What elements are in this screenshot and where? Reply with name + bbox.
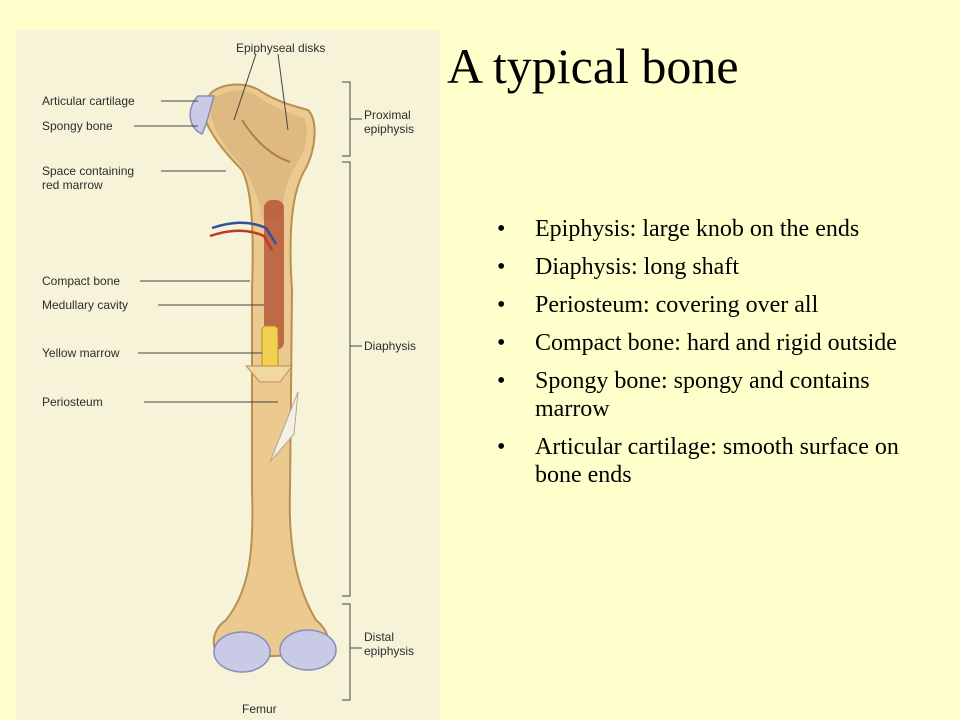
distal-cartilage-right <box>280 630 336 670</box>
distal-cartilage-left <box>214 632 270 672</box>
bullet-dot: • <box>497 292 506 318</box>
label-medullary-cavity: Medullary cavity <box>42 298 129 312</box>
bullet-text: Periosteum: covering over all <box>535 292 819 318</box>
bullet-dot: • <box>497 368 506 394</box>
bullet-item <box>497 253 917 281</box>
label-yellow-marrow: Yellow marrow <box>42 346 120 360</box>
bullet-text: Diaphysis: long shaft <box>535 254 739 280</box>
label-epiphyseal-disks: Epiphyseal disks <box>236 41 326 55</box>
label-spongy-bone: Spongy bone <box>42 119 113 133</box>
bullet-dot: • <box>497 216 506 242</box>
bullet-text: Articular cartilage: smooth surface on bone ends <box>535 434 899 488</box>
bullet-list <box>497 215 917 499</box>
bullet-dot: • <box>497 434 506 460</box>
label-diaphysis: Diaphysis <box>364 339 417 353</box>
bullet-item <box>497 433 917 489</box>
label-distal-epiphysis: Distal epiphysis <box>364 630 415 658</box>
slide-title: A typical bone <box>447 38 739 94</box>
bullet-item <box>497 291 917 319</box>
bullet-item <box>497 329 917 357</box>
bullet-text: Compact bone: hard and rigid outside <box>535 330 897 356</box>
femur-diagram <box>16 30 440 720</box>
yellow-marrow <box>262 326 278 370</box>
bullet-text: Spongy bone: spongy and contains marrow <box>535 368 870 422</box>
label-periosteum: Periosteum <box>42 395 103 409</box>
bullet-item <box>497 367 917 423</box>
bullet-dot: • <box>497 330 506 356</box>
label-articular-cartilage: Articular cartilage <box>42 94 135 108</box>
bullet-text: Epiphysis: large knob on the ends <box>535 216 860 242</box>
bullet-item <box>497 215 917 243</box>
label-proximal-epiphysis: Proximal epiphysis <box>364 108 415 136</box>
label-compact-bone: Compact bone <box>42 274 121 288</box>
bullet-dot: • <box>497 254 506 280</box>
label-space-red-marrow: Space containing red marrow <box>42 164 135 192</box>
label-femur: Femur <box>242 702 277 716</box>
